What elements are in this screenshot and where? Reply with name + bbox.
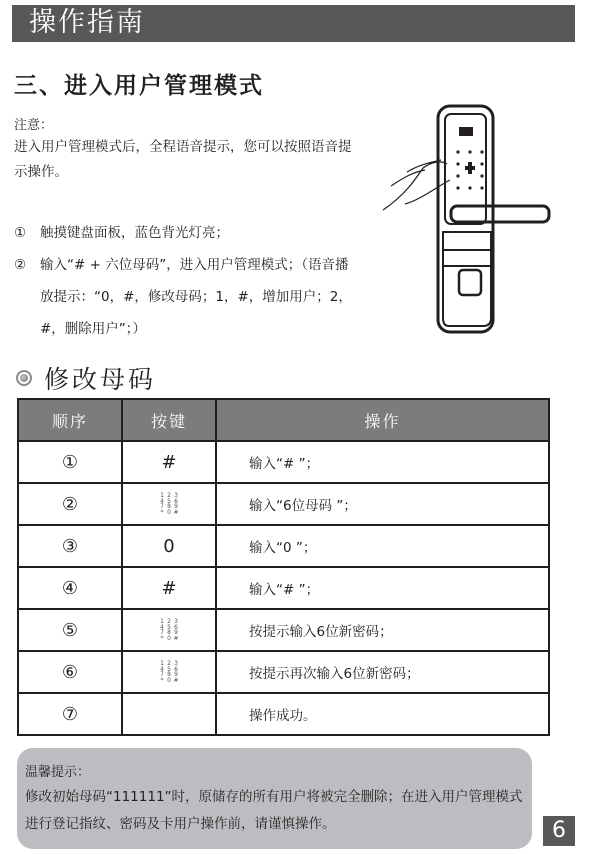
step-text: 触摸键盘面板，蓝色背光灯亮； bbox=[40, 225, 229, 241]
step-number: ② bbox=[14, 257, 27, 273]
row-key bbox=[122, 609, 216, 651]
subsection-title: 修改母码 bbox=[44, 365, 157, 394]
keypad-icon: 1 2 3 4 5 6 7 8 9 * 0 # bbox=[160, 660, 179, 684]
table-row bbox=[18, 651, 549, 693]
keypad-icon: 1 2 3 4 5 6 7 8 9 * 0 # bbox=[160, 618, 179, 642]
row-action: 输入“# ”； bbox=[216, 567, 549, 609]
note-text: 进入用户管理模式后，全程语音提示，您可以按照语音提示操作。 bbox=[14, 139, 352, 180]
table-row bbox=[18, 609, 549, 651]
step-item bbox=[14, 249, 359, 345]
row-action: 输入“# ”； bbox=[216, 441, 549, 483]
header-bar bbox=[12, 5, 575, 42]
row-key bbox=[122, 483, 216, 525]
row-action: 按提示再次输入6位新密码； bbox=[216, 651, 549, 693]
keypad-icon: 1 2 3 4 5 6 7 8 9 * 0 # bbox=[160, 492, 179, 516]
row-action: 输入“6位母码 ”； bbox=[216, 483, 549, 525]
row-key bbox=[122, 651, 216, 693]
table-row bbox=[18, 693, 549, 735]
step-text: 输入“# + 六位母码”，进入用户管理模式；（语音播放提示：“0，#，修改母码；1，#，增加用户；2，#，删除用户”；） bbox=[40, 257, 352, 337]
row-order: ④ bbox=[18, 567, 122, 609]
tip-label: 温馨提示： bbox=[25, 765, 91, 780]
steps-list bbox=[14, 217, 359, 345]
row-order: ③ bbox=[18, 525, 122, 567]
change-master-code-table bbox=[17, 398, 550, 736]
subsection-heading bbox=[16, 360, 156, 396]
page-number: 6 bbox=[543, 816, 575, 846]
step-item bbox=[14, 217, 359, 249]
table-header-row bbox=[18, 399, 549, 441]
column-header-action: 操作 bbox=[216, 399, 549, 441]
row-action: 操作成功。 bbox=[216, 693, 549, 735]
row-action: 输入“0 ”； bbox=[216, 525, 549, 567]
table-row bbox=[18, 567, 549, 609]
page-header-title: 操作指南 bbox=[29, 7, 145, 38]
warm-tip-box bbox=[17, 748, 532, 849]
smart-lock-illustration bbox=[375, 100, 565, 340]
row-order: ⑤ bbox=[18, 609, 122, 651]
column-header-key: 按键 bbox=[122, 399, 216, 441]
table-row bbox=[18, 441, 549, 483]
row-key: 0 bbox=[122, 525, 216, 567]
radio-bullet-icon bbox=[16, 370, 32, 386]
table-row bbox=[18, 483, 549, 525]
note-label: 注意： bbox=[14, 118, 54, 133]
row-key: # bbox=[122, 441, 216, 483]
row-key bbox=[122, 693, 216, 735]
row-order: ⑦ bbox=[18, 693, 122, 735]
row-order: ⑥ bbox=[18, 651, 122, 693]
row-order: ① bbox=[18, 441, 122, 483]
row-key: # bbox=[122, 567, 216, 609]
column-header-order: 顺序 bbox=[18, 399, 122, 441]
row-order: ② bbox=[18, 483, 122, 525]
table-row bbox=[18, 525, 549, 567]
section-title: 三、进入用户管理模式 bbox=[14, 73, 264, 99]
tip-text: 修改初始母码“111111”时，原储存的所有用户将被完全删除；在进入用户管理模式进行登记指纹、密码及卡用户操作前，请谨慎操作。 bbox=[25, 789, 523, 832]
row-action: 按提示输入6位新密码； bbox=[216, 609, 549, 651]
step-number: ① bbox=[14, 225, 27, 241]
